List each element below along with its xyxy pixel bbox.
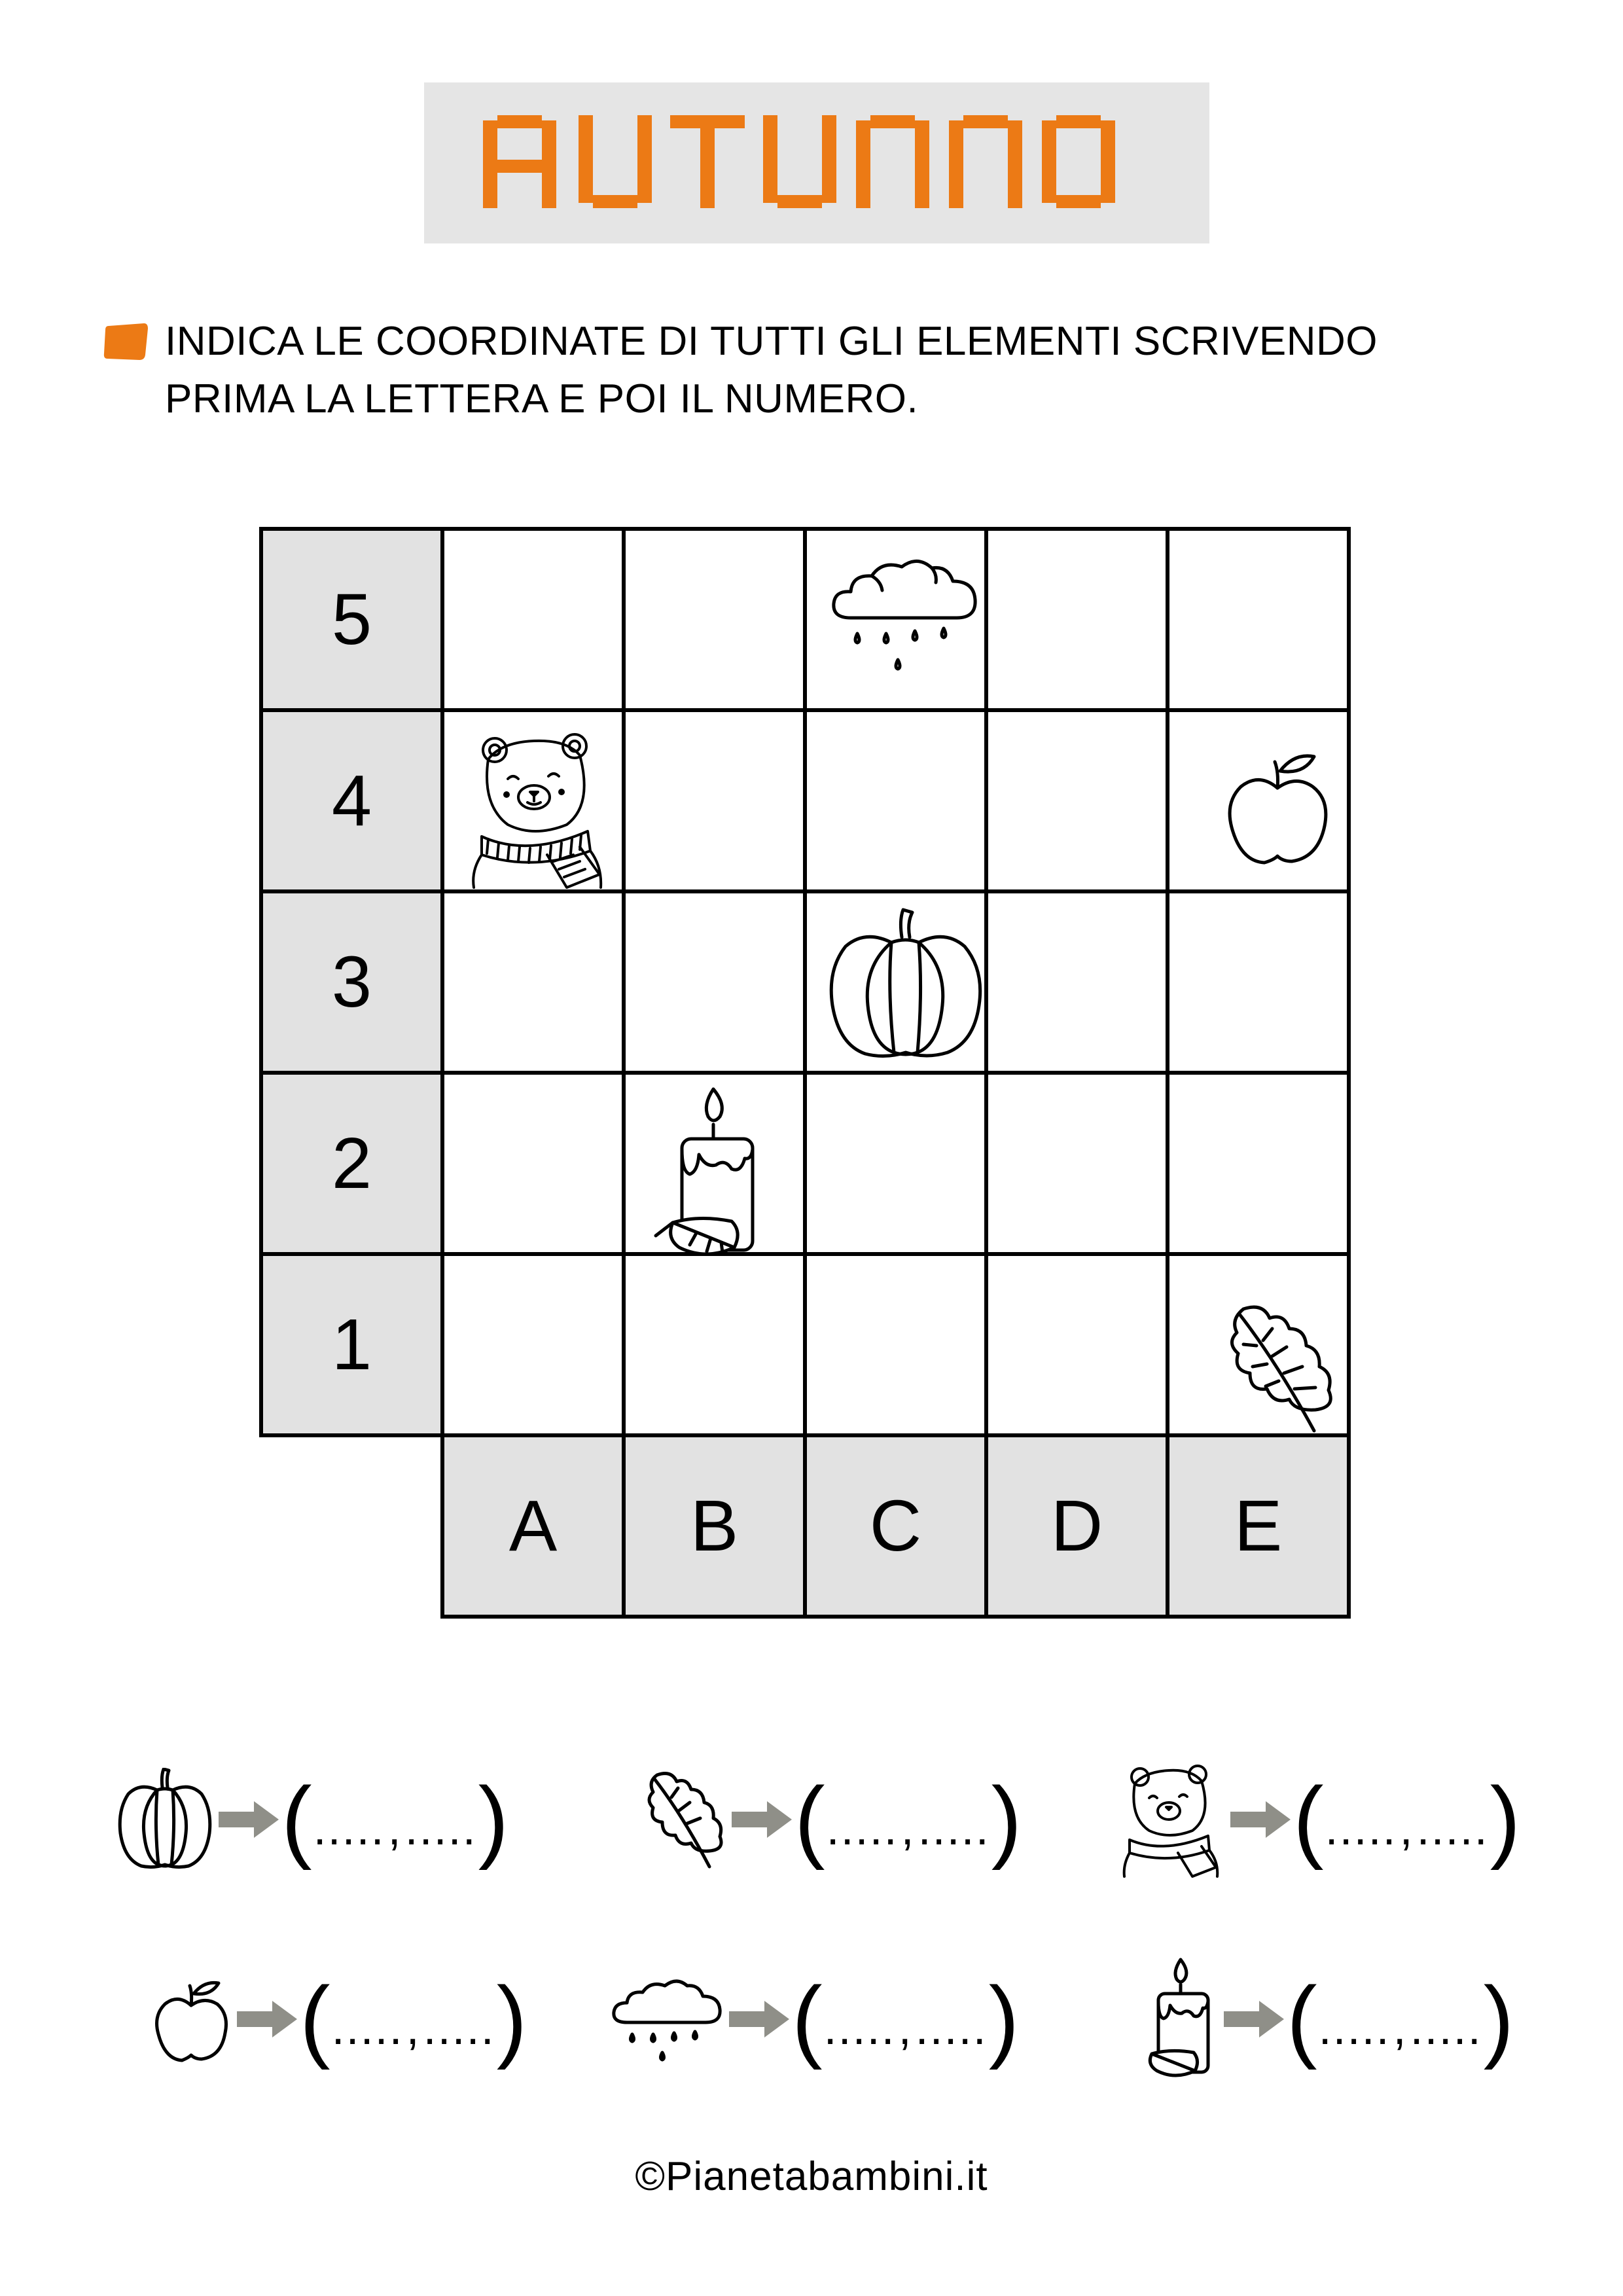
letter-blank: ..... <box>1325 1803 1397 1855</box>
grid-cell <box>440 1252 626 1437</box>
bear-icon <box>462 726 626 890</box>
grid-cell <box>984 708 1169 893</box>
pumpkin-icon <box>118 1768 213 1871</box>
open-paren: ( <box>1287 1967 1317 2070</box>
number-blank: ..... <box>404 1803 477 1855</box>
comma: , <box>901 1803 916 1855</box>
apple-icon <box>152 1975 232 2063</box>
grid-cell <box>803 1071 988 1256</box>
row-label-cell <box>259 527 444 712</box>
comma: , <box>898 2002 913 2054</box>
number-blank: ..... <box>915 2002 988 2054</box>
column-label-cell <box>622 1433 807 1619</box>
bullet-icon <box>103 322 149 361</box>
answer-item <box>118 1754 508 1885</box>
column-label-B: B <box>690 1486 739 1566</box>
grid-cell <box>622 1252 807 1437</box>
grid-cell <box>984 1071 1169 1256</box>
row-label-2: 2 <box>331 1123 372 1204</box>
grid-cell <box>1166 527 1351 712</box>
close-paren: ) <box>988 1967 1020 2070</box>
comma: , <box>1393 2002 1408 2054</box>
open-paren: ( <box>794 1768 825 1871</box>
grid-cell <box>622 708 807 893</box>
arrow-right-icon <box>1221 2000 1287 2039</box>
column-label-D: D <box>1050 1486 1103 1566</box>
grid-cell <box>984 1252 1169 1437</box>
number-blank: ..... <box>1416 1803 1489 1855</box>
arrow-right-icon <box>216 1800 281 1839</box>
rain-cloud-icon <box>826 555 988 692</box>
title-pixel-text <box>424 82 1209 243</box>
open-paren: ( <box>300 1967 330 2070</box>
answer-item <box>644 1754 1022 1885</box>
row-label-cell <box>259 708 444 893</box>
letter-blank: ..... <box>331 2002 404 2054</box>
row-label-cell <box>259 889 444 1075</box>
letter-blank: ..... <box>826 1803 899 1855</box>
instructions-line-2: PRIMA LA LETTERA E POI IL NUMERO. <box>165 376 919 422</box>
answer-item <box>152 1954 527 2085</box>
column-label-E: E <box>1234 1486 1283 1566</box>
oak-leaf-icon <box>644 1768 726 1871</box>
letter-blank: ..... <box>823 2002 896 2054</box>
arrow-right-icon <box>729 1800 794 1839</box>
column-label-cell <box>803 1433 988 1619</box>
close-paren: ) <box>496 1967 527 2070</box>
instructions-line-1: INDICA LE COORDINATE DI TUTTI GLI ELEMENTI SCRIVENDO <box>165 319 1378 364</box>
answer-item <box>1116 1754 1520 1885</box>
number-blank: ..... <box>918 1803 990 1855</box>
title-letters <box>483 115 1115 208</box>
close-paren: ) <box>991 1768 1022 1871</box>
column-label-A: A <box>508 1486 558 1566</box>
bear-icon <box>1116 1760 1225 1879</box>
row-label-5: 5 <box>331 579 372 660</box>
arrow-right-icon <box>234 2000 300 2039</box>
grid-cell <box>803 708 988 893</box>
column-label-cell <box>984 1433 1169 1619</box>
grid-cell <box>440 1071 626 1256</box>
candle-icon <box>1137 1957 1219 2081</box>
comma: , <box>387 1803 402 1855</box>
arrow-right-icon <box>1228 1800 1293 1839</box>
grid-cell <box>622 527 807 712</box>
comma: , <box>1399 1803 1414 1855</box>
pumpkin-icon <box>826 907 986 1064</box>
column-label-cell <box>1166 1433 1351 1619</box>
grid-cell <box>1166 1071 1351 1256</box>
open-paren: ( <box>1293 1768 1324 1871</box>
candle-icon <box>653 1086 775 1268</box>
comma: , <box>406 2002 421 2054</box>
open-paren: ( <box>281 1768 312 1871</box>
close-paren: ) <box>1483 1967 1514 2070</box>
letter-blank: ..... <box>313 1803 385 1855</box>
row-label-3: 3 <box>331 942 372 1022</box>
oak-leaf-icon <box>1224 1302 1343 1436</box>
grid-cell <box>1166 889 1351 1075</box>
letter-blank: ..... <box>1318 2002 1391 2054</box>
title-banner <box>424 82 1209 243</box>
footer-credit: ©Pianetabambini.it <box>635 2154 988 2199</box>
grid-cell <box>984 889 1169 1075</box>
row-label-1: 1 <box>331 1304 372 1385</box>
column-label-cell <box>440 1433 626 1619</box>
row-label-cell <box>259 1252 444 1437</box>
row-label-4: 4 <box>331 761 372 841</box>
close-paren: ) <box>1489 1768 1521 1871</box>
grid-cell <box>622 889 807 1075</box>
column-label-C: C <box>869 1486 922 1566</box>
answer-item <box>609 1954 1019 2085</box>
open-paren: ( <box>792 1967 823 2070</box>
number-blank: ..... <box>423 2002 495 2054</box>
arrow-right-icon <box>726 2000 792 2039</box>
row-label-cell <box>259 1071 444 1256</box>
rain-cloud-icon <box>609 1977 724 2062</box>
answer-item <box>1137 1954 1514 2085</box>
close-paren: ) <box>478 1768 509 1871</box>
grid-cell <box>440 889 626 1075</box>
instructions <box>165 313 1474 428</box>
grid-cell <box>803 1252 988 1437</box>
grid-cell <box>984 527 1169 712</box>
number-blank: ..... <box>1410 2002 1482 2054</box>
grid-cell <box>440 527 626 712</box>
apple-icon <box>1222 746 1332 870</box>
